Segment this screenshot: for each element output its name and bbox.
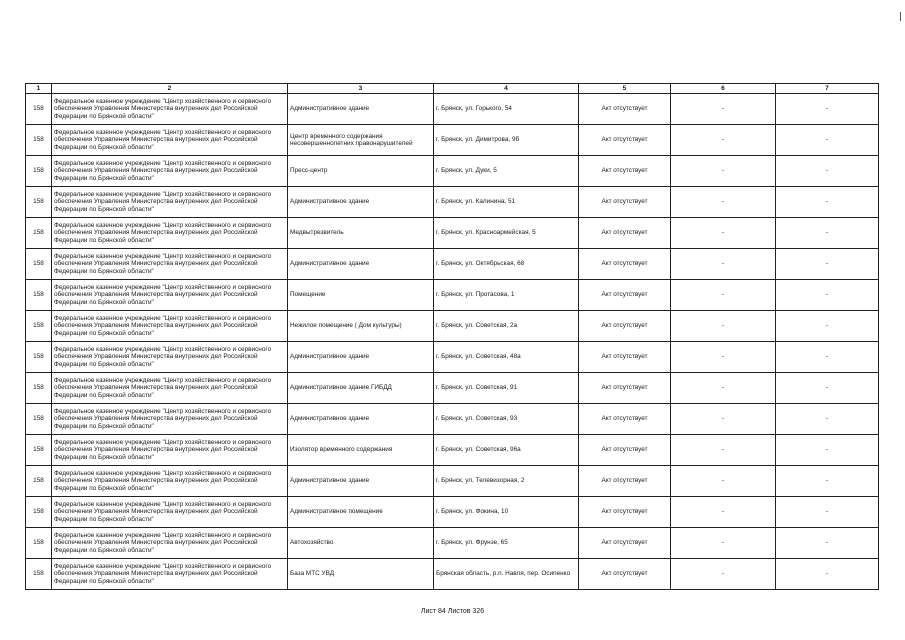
table-row bbox=[26, 280, 879, 311]
act-status: Акт отсутствует bbox=[579, 187, 671, 218]
object-name: Административное здание bbox=[288, 342, 434, 373]
table-row bbox=[26, 497, 879, 528]
row-number: 158 bbox=[26, 311, 52, 342]
act-status: Акт отсутствует bbox=[579, 466, 671, 497]
act-status: Акт отсутствует bbox=[579, 218, 671, 249]
col6-value: - bbox=[671, 218, 776, 249]
object-address: г. Брянск, ул. Советская, 96а bbox=[434, 435, 579, 466]
organization-name: Федеральное казенное учреждение "Центр хозяйственного и сервисного обеспечения Управления Министерства внутренних дел Российской Федерации по Брянской области" bbox=[52, 435, 288, 466]
col6-value: - bbox=[671, 125, 776, 156]
organization-name: Федеральное казенное учреждение "Центр хозяйственного и сервисного обеспечения Управления Министерства внутренних дел Российской Федерации по Брянской области" bbox=[52, 187, 288, 218]
act-status: Акт отсутствует bbox=[579, 404, 671, 435]
col6-value: - bbox=[671, 497, 776, 528]
col6-value: - bbox=[671, 466, 776, 497]
object-name: Административное здание ГИБДД bbox=[288, 373, 434, 404]
act-status: Акт отсутствует bbox=[579, 280, 671, 311]
col7-value: - bbox=[776, 156, 879, 187]
object-name: Административное помещение bbox=[288, 497, 434, 528]
col6-value: - bbox=[671, 280, 776, 311]
col7-value: - bbox=[776, 187, 879, 218]
organization-name: Федеральное казенное учреждение "Центр хозяйственного и сервисного обеспечения Управления Министерства внутренних дел Российской Федерации по Брянской области" bbox=[52, 404, 288, 435]
table-row bbox=[26, 125, 879, 156]
col6-value: - bbox=[671, 435, 776, 466]
col-header-3: 3 bbox=[288, 84, 434, 94]
act-status: Акт отсутствует bbox=[579, 373, 671, 404]
row-number: 158 bbox=[26, 528, 52, 559]
row-number: 158 bbox=[26, 559, 52, 590]
col6-value: - bbox=[671, 311, 776, 342]
col7-value: - bbox=[776, 249, 879, 280]
organization-name: Федеральное казенное учреждение "Центр хозяйственного и сервисного обеспечения Управления Министерства внутренних дел Российской Федерации по Брянской области" bbox=[52, 559, 288, 590]
col-header-5: 5 bbox=[579, 84, 671, 94]
col-header-1: 1 bbox=[26, 84, 52, 94]
organization-name: Федеральное казенное учреждение "Центр хозяйственного и сервисного обеспечения Управления Министерства внутренних дел Российской Федерации по Брянской области" bbox=[52, 94, 288, 125]
act-status: Акт отсутствует bbox=[579, 125, 671, 156]
act-status: Акт отсутствует bbox=[579, 249, 671, 280]
object-address: г. Брянск, ул. Советская, 91 bbox=[434, 373, 579, 404]
table-row bbox=[26, 218, 879, 249]
organization-name: Федеральное казенное учреждение "Центр хозяйственного и сервисного обеспечения Управления Министерства внутренних дел Российской Федерации по Брянской области" bbox=[52, 156, 288, 187]
col6-value: - bbox=[671, 373, 776, 404]
col6-value: - bbox=[671, 559, 776, 590]
row-number: 158 bbox=[26, 249, 52, 280]
edge-mark bbox=[900, 12, 901, 21]
row-number: 158 bbox=[26, 218, 52, 249]
organization-name: Федеральное казенное учреждение "Центр хозяйственного и сервисного обеспечения Управления Министерства внутренних дел Российской Федерации по Брянской области" bbox=[52, 342, 288, 373]
organization-name: Федеральное казенное учреждение "Центр хозяйственного и сервисного обеспечения Управления Министерства внутренних дел Российской Федерации по Брянской области" bbox=[52, 249, 288, 280]
col7-value: - bbox=[776, 559, 879, 590]
object-name: Административное здание bbox=[288, 404, 434, 435]
row-number: 158 bbox=[26, 497, 52, 528]
table-row bbox=[26, 528, 879, 559]
col-header-4: 4 bbox=[434, 84, 579, 94]
act-status: Акт отсутствует bbox=[579, 156, 671, 187]
col6-value: - bbox=[671, 156, 776, 187]
table-row bbox=[26, 559, 879, 590]
col7-value: - bbox=[776, 373, 879, 404]
object-address: г. Брянск, ул. Горького, 54 bbox=[434, 94, 579, 125]
header-row bbox=[26, 84, 879, 94]
row-number: 158 bbox=[26, 466, 52, 497]
object-name: База МТС УВД bbox=[288, 559, 434, 590]
table-row bbox=[26, 435, 879, 466]
object-address: Брянская область, р.п. Навля, пер. Осипенко bbox=[434, 559, 579, 590]
col7-value: - bbox=[776, 466, 879, 497]
col7-value: - bbox=[776, 528, 879, 559]
object-name: Административное здание bbox=[288, 187, 434, 218]
registry-table bbox=[25, 83, 879, 590]
col7-value: - bbox=[776, 125, 879, 156]
col7-value: - bbox=[776, 94, 879, 125]
col7-value: - bbox=[776, 404, 879, 435]
organization-name: Федеральное казенное учреждение "Центр хозяйственного и сервисного обеспечения Управления Министерства внутренних дел Российской Федерации по Брянской области" bbox=[52, 497, 288, 528]
col6-value: - bbox=[671, 94, 776, 125]
act-status: Акт отсутствует bbox=[579, 435, 671, 466]
object-address: г. Брянск, ул. Телевизорная, 2 bbox=[434, 466, 579, 497]
organization-name: Федеральное казенное учреждение "Центр хозяйственного и сервисного обеспечения Управления Министерства внутренних дел Российской Федерации по Брянской области" bbox=[52, 528, 288, 559]
object-name: Пресс-центр bbox=[288, 156, 434, 187]
object-address: г. Брянск, ул. Октябрьская, 68 bbox=[434, 249, 579, 280]
organization-name: Федеральное казенное учреждение "Центр хозяйственного и сервисного обеспечения Управления Министерства внутренних дел Российской Федерации по Брянской области" bbox=[52, 218, 288, 249]
object-name: Изолятор временного содержания bbox=[288, 435, 434, 466]
table-row bbox=[26, 156, 879, 187]
col6-value: - bbox=[671, 187, 776, 218]
col7-value: - bbox=[776, 497, 879, 528]
act-status: Акт отсутствует bbox=[579, 94, 671, 125]
row-number: 158 bbox=[26, 342, 52, 373]
table-row bbox=[26, 187, 879, 218]
col7-value: - bbox=[776, 435, 879, 466]
organization-name: Федеральное казенное учреждение "Центр хозяйственного и сервисного обеспечения Управления Министерства внутренних дел Российской Федерации по Брянской области" bbox=[52, 280, 288, 311]
object-address: г. Брянск, ул. Красноармейская, 5 bbox=[434, 218, 579, 249]
row-number: 158 bbox=[26, 187, 52, 218]
act-status: Акт отсутствует bbox=[579, 342, 671, 373]
act-status: Акт отсутствует bbox=[579, 559, 671, 590]
table-row bbox=[26, 404, 879, 435]
row-number: 158 bbox=[26, 435, 52, 466]
col7-value: - bbox=[776, 280, 879, 311]
table-row bbox=[26, 249, 879, 280]
col-header-7: 7 bbox=[776, 84, 879, 94]
object-name: Административное здание bbox=[288, 94, 434, 125]
page-footer: Лист 84 Листов 326 bbox=[420, 608, 485, 615]
object-name: Помещение bbox=[288, 280, 434, 311]
organization-name: Федеральное казенное учреждение "Центр хозяйственного и сервисного обеспечения Управления Министерства внутренних дел Российской Федерации по Брянской области" bbox=[52, 373, 288, 404]
object-name: Медвытрезвитель bbox=[288, 218, 434, 249]
object-address: г. Брянск, ул. Советская, 48а bbox=[434, 342, 579, 373]
col6-value: - bbox=[671, 342, 776, 373]
object-address: г. Брянск, ул. Дуки, 5 bbox=[434, 156, 579, 187]
organization-name: Федеральное казенное учреждение "Центр хозяйственного и сервисного обеспечения Управления Министерства внутренних дел Российской Федерации по Брянской области" bbox=[52, 125, 288, 156]
row-number: 158 bbox=[26, 94, 52, 125]
row-number: 158 bbox=[26, 280, 52, 311]
col7-value: - bbox=[776, 311, 879, 342]
row-number: 158 bbox=[26, 373, 52, 404]
row-number: 158 bbox=[26, 156, 52, 187]
col7-value: - bbox=[776, 342, 879, 373]
organization-name: Федеральное казенное учреждение "Центр хозяйственного и сервисного обеспечения Управления Министерства внутренних дел Российской Федерации по Брянской области" bbox=[52, 466, 288, 497]
object-address: г. Брянск, ул. Советская, 2а bbox=[434, 311, 579, 342]
row-number: 158 bbox=[26, 125, 52, 156]
object-address: г. Брянск, ул. Протасова, 1 bbox=[434, 280, 579, 311]
col6-value: - bbox=[671, 249, 776, 280]
object-name: Административное здание bbox=[288, 466, 434, 497]
table-row bbox=[26, 311, 879, 342]
table-row bbox=[26, 94, 879, 125]
table-row bbox=[26, 466, 879, 497]
object-name: Центр временного содержания несовершеннолетних правонарушителей bbox=[288, 125, 434, 156]
object-name: Административное здание bbox=[288, 249, 434, 280]
act-status: Акт отсутствует bbox=[579, 528, 671, 559]
act-status: Акт отсутствует bbox=[579, 497, 671, 528]
object-address: г. Брянск, ул. Фрунзе, 65 bbox=[434, 528, 579, 559]
organization-name: Федеральное казенное учреждение "Центр хозяйственного и сервисного обеспечения Управления Министерства внутренних дел Российской Федерации по Брянской области" bbox=[52, 311, 288, 342]
object-address: г. Брянск, ул. Димитрова, 9б bbox=[434, 125, 579, 156]
object-name: Автохозяйство bbox=[288, 528, 434, 559]
object-name: Нежилое помещение ( Дом культуры) bbox=[288, 311, 434, 342]
col7-value: - bbox=[776, 218, 879, 249]
col6-value: - bbox=[671, 528, 776, 559]
object-address: г. Брянск, ул. Фокина, 10 bbox=[434, 497, 579, 528]
object-address: г. Брянск, ул. Калинина, 51 bbox=[434, 187, 579, 218]
row-number: 158 bbox=[26, 404, 52, 435]
col-header-2: 2 bbox=[52, 84, 288, 94]
col-header-6: 6 bbox=[671, 84, 776, 94]
table-row bbox=[26, 373, 879, 404]
col6-value: - bbox=[671, 404, 776, 435]
table-row bbox=[26, 342, 879, 373]
object-address: г. Брянск, ул. Советская, 93 bbox=[434, 404, 579, 435]
act-status: Акт отсутствует bbox=[579, 311, 671, 342]
